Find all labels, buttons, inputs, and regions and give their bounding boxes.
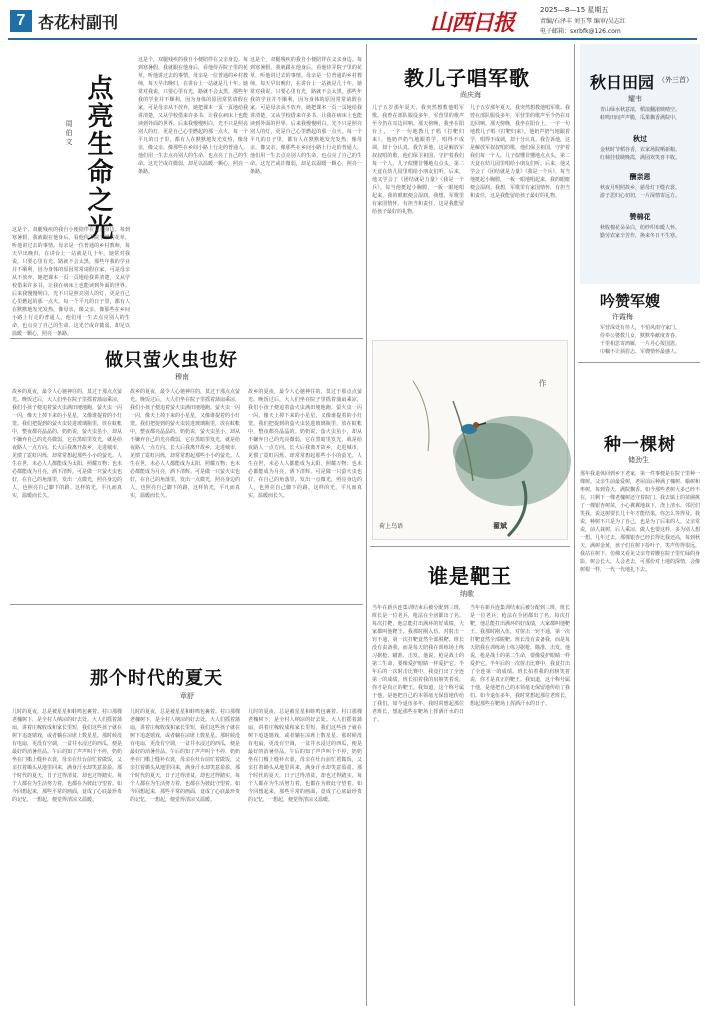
praise-author: 许霞梅 bbox=[612, 313, 633, 321]
divider bbox=[370, 546, 570, 547]
article-tree-body: 那年我退休回到乡下老家，第一件事便是在院子里种一棵树。父亲生前最爱树，老屋前后种满了槐树、榆树和枣树，每到春天，满院飘香。如今那些老树大多已经不在，只剩下一棵老槐树还守着院门。我去镇上的苗圃挑了一棵银杏树苗，小心翼翼地栽下，浇上清水。邻居们笑我，说这树要长几十年才能结果，你怎么等得及。我说，种树不只是为了自己，也是为了后来的人。父亲常说，前人栽树，后人乘凉，做人也要这样，多为别人想一想。几年过去，那棵银杏已经长得比我还高，每到秋天，满树金黄，孩子们在树下捡叶子，笑声传得很远。我站在树下，仿佛又看见父亲弯着腰在院子里忙碌的身影。树会长大，人会老去，可那份对土地的深情，会像树根一样，一代一代地扎下去。 bbox=[580, 471, 701, 573]
poem-column-title: 秋日田园 bbox=[590, 73, 655, 92]
poem-line: 秋收棉花朵朵白，纺纱织布暖人怀。 bbox=[599, 225, 680, 231]
painting-seal-label: 作 bbox=[538, 379, 547, 387]
article-summer-author: 章舒 bbox=[180, 692, 194, 700]
praise-poem bbox=[580, 324, 700, 356]
page-number: 7 bbox=[10, 10, 32, 32]
article-summer-title: 那个时代的夏天 bbox=[90, 668, 223, 689]
article-summer-body-1: 儿时的夏夜，总是被星星和蛙鸣包裹着。村口那棵老槐树下，是全村人纳凉的好去处。大人们摇着蒲扇，讲着庄稼收成和家长里短，我们这些孩子就在树下追逐嬉戏，或者躺在凉席上数星星。那时候没有电扇，更没有空调，一盆井水浸过的西瓜，便是最好的消暑佳品。午后的知了声声叫个不停，奶奶坐在门槛上缝补衣裳，母亲在灶台前忙着做饭，父亲扛着锄头从地里回来，满身汗水却笑意盈盈。那个时代的夏天，日子过得清贫，却也过得踏实。每个人都在为生活努力着，也都在为彼此守望着。如今回想起来，那些平常的画面，竟成了心底最珍贵的记忆，一想起，便觉得清凉又温暖。 bbox=[12, 709, 123, 803]
poem-line: 军营深处有佳人，不怕风雨守家门。 bbox=[599, 325, 680, 331]
article-firefly-title: 做只萤火虫也好 bbox=[105, 350, 238, 371]
painting bbox=[372, 340, 568, 540]
article-target-title: 谁是靶王 bbox=[428, 564, 512, 588]
article-light-body-3: 这是个，双腿残疾的我自小便陪伴在父亲身边。每到寒暑假，我就跟在他身后，看他侍弄院子里的花草，听他讲过去的事情。母亲是一位普通的乡村教师，每天早出晚归，在讲台上一站就是几十年。她常对我说，只要心里有光，路就不会太黑。那些年我的学业并不顺利，因为身体的原因常常请假在家。可是母亲从不放弃，她把课本一页一页地给我讲清楚，又从学校借来许多书，让我在病床上也能读到外面的世界。后来我慢慢明白，光不只是照亮别人的灯，更是自己心里燃起的那一点火。每一个平凡的日子里，都有人在默默地发光发热，像母亲，像父亲，像那些在乡间小路上行走的普通人。他们用一生去点亮别人的生命，也点亮了自己的生命。这光芒或许微弱，却足以温暖一颗心，照亮一条路。 bbox=[250, 57, 362, 175]
header-date: 2025—8—15 星期五 bbox=[540, 6, 609, 14]
poem-line: 蛙鸣田间声声脆，瓜果飘香满院中。 bbox=[599, 115, 680, 121]
painting-inscription: 荷上鸟语 bbox=[379, 523, 404, 530]
article-tree-author: 储劲生 bbox=[628, 456, 649, 464]
column-divider bbox=[366, 44, 367, 1006]
article-firefly-body-3: 故乡的夏夜，最令人心驰神往的，莫过于那点点萤光。晚饭过后，大人们坐在院子里摇着蒲扇乘凉，我们小孩子便追着萤火虫满田埂地跑。萤火虫一闪一闪，像天上掉下来的小星星，又像谁提着的小灯笼。我们把捉到的萤火虫装进玻璃瓶里，放在蚊帐中，整夜都亮晶晶的。奶奶说，萤火虫虽小，却从不嫌弃自己的光亮微弱，它在黑暗里发光，就是给夜路人一点方向。长大后我离开故乡，走进城市，见惯了霓虹闪烁，却常常想起那些小小的萤光。人生在世，未必人人都能成为太阳，照耀万物；也未必都能成为月亮，洒下清辉。可是做一只萤火虫也好，在自己的角落里，发出一点微光，照亮身边的人，也照亮自己脚下的路。这样的光，平凡而真实，温暖而长久。 bbox=[248, 389, 362, 499]
poem-line: 勤劳农家辛苦作，换来冬日不生寒。 bbox=[599, 233, 680, 239]
article-song-author: 尚庆海 bbox=[460, 91, 481, 99]
article-song-title: 教儿子唱军歌 bbox=[404, 66, 530, 90]
section-name: 杏花村副刊 bbox=[38, 13, 119, 32]
article-light-body-1: 这是个，双腿残疾的我自小便陪伴在父亲身边。每到寒暑假，我就跟在他身后，看他侍弄院子里的花草，听他讲过去的事情。母亲是一位普通的乡村教师，每天早出晚归，在讲台上一站就是几十年。她常对我说，只要心里有光，路就不会太黑。那些年我的学业并不顺利，因为身体的原因常常请假在家。可是母亲从不放弃，她把课本一页一页地给我讲清楚，又从学校借来许多书，让我在病床上也能读到外面的世界。后来我慢慢明白，光不只是照亮别人的灯，更是自己心里燃起的那一点火。每一个平凡的日子里，都有人在默默地发光发热，像母亲，像父亲，像那些在乡间小路上行走的普通人。他们用一生去点亮别人的生命，也点亮了自己的生命。这光芒或许微弱，却足以温暖一颗心，照亮一条路。 bbox=[12, 227, 130, 337]
article-light-title: 点亮生命之光 bbox=[83, 74, 113, 242]
poem-3 bbox=[584, 184, 696, 200]
poem-column-sub: （外三首） bbox=[658, 76, 693, 84]
article-summer-body-3: 儿时的夏夜，总是被星星和蛙鸣包裹着。村口那棵老槐树下，是全村人纳凉的好去处。大人们摇着蒲扇，讲着庄稼收成和家长里短，我们这些孩子就在树下追逐嬉戏，或者躺在凉席上数星星。那时候没有电扇，更没有空调，一盆井水浸过的西瓜，便是最好的消暑佳品。午后的知了声声叫个不停，奶奶坐在门槛上缝补衣裳，母亲在灶台前忙着做饭，父亲扛着锄头从地里回来，满身汗水却笑意盈盈。那个时代的夏天，日子过得清贫，却也过得踏实。每个人都在为生活努力着，也都在为彼此守望着。如今回想起来，那些平常的画面，竟成了心底最珍贵的记忆，一想起，便觉得清凉又温暖。 bbox=[248, 709, 362, 803]
poem-line: 游子思归心切切，一片深情寄远方。 bbox=[599, 193, 680, 199]
article-target-body-2: 当年在新兵连集训结束后被分配到三班，班长是一位老兵，枪法在全团都出了名。每次打靶，他总能打出满环的好成绩，大家都叫他靶王。我那时刚入伍，对射击一窍不通，第一次打靶竟然全部脱靶。班长没有责备我，而是每天陪我在训练场上练习据枪、瞄准、击发。他说，枪是战士的第二生命，要像爱护眼睛一样爱护它。半年后的一次射击比赛中，我竟打出了全连第一的成绩。班长拍着我的肩膀笑着说，你才是真正的靶王。我知道，这个称号属于他，是他把自己的本领毫无保留地传给了我们。如今退伍多年，我时常想起那位老班长，想起那些在靶场上挥洒汗水的日子。 bbox=[470, 605, 571, 707]
header-staff: 责编/石泽丰 刘玉琴 编审/吴志红 bbox=[540, 18, 626, 25]
poem-3-title: 酬亲恩 bbox=[629, 173, 651, 181]
article-summer-body-2: 儿时的夏夜，总是被星星和蛙鸣包裹着。村口那棵老槐树下，是全村人纳凉的好去处。大人们摇着蒲扇，讲着庄稼收成和家长里短，我们这些孩子就在树下追逐嬉戏，或者躺在凉席上数星星。那时候没有电扇，更没有空调，一盆井水浸过的西瓜，便是最好的消暑佳品。午后的知了声声叫个不停，奶奶坐在门槛上缝补衣裳，母亲在灶台前忙着做饭，父亲扛着锄头从地里回来，满身汗水却笑意盈盈。那个时代的夏天，日子过得清贫，却也过得踏实。每个人都在为生活努力着，也都在为彼此守望着。如今回想起来，那些平常的画面，竟成了心底最珍贵的记忆，一想起，便觉得清凉又温暖。 bbox=[130, 709, 241, 803]
article-song-body-2: 儿子五岁那年夏天，我突然想教他唱军歌。我曾在部队服役多年，军营里的歌声至今仍在耳边回响。那天傍晚，我坐在阳台上，一字一句地教儿子唱《打靶归来》。他奶声奶气地跟着学，唱得不成调，却十分认真。我告诉他，这是解放军叔叔唱的歌，他们保卫祖国，守护着我们每一个人。儿子似懂非懂地点点头，第二天竟在幼儿园里唱给小朋友们听。后来，他又学会了《团结就是力量》《我是一个兵》。每当他挺起小胸膛，一板一眼地唱起来，我的眼眶便会湿润。我想，军歌里有家国情怀，有担当和责任，这是我能留给孩子最好的礼物。 bbox=[470, 105, 571, 199]
poem-line: 千里相思寄鸿雁，一片丹心报国恩。 bbox=[599, 341, 680, 347]
article-firefly-body-1: 故乡的夏夜，最令人心驰神往的，莫过于那点点萤光。晚饭过后，大人们坐在院子里摇着蒲扇乘凉，我们小孩子便追着萤火虫满田埂地跑。萤火虫一闪一闪，像天上掉下来的小星星，又像谁提着的小灯笼。我们把捉到的萤火虫装进玻璃瓶里，放在蚊帐中，整夜都亮晶晶的。奶奶说，萤火虫虽小，却从不嫌弃自己的光亮微弱，它在黑暗里发光，就是给夜路人一点方向。长大后我离开故乡，走进城市，见惯了霓虹闪烁，却常常想起那些小小的萤光。人生在世，未必人人都能成为太阳，照耀万物；也未必都能成为月亮，洒下清辉。可是做一只萤火虫也好，在自己的角落里，发出一点微光，照亮身边的人，也照亮自己脚下的路。这样的光，平凡而真实，温暖而长久。 bbox=[12, 389, 123, 499]
poem-box bbox=[580, 44, 700, 284]
newspaper-logo: 山西日报 bbox=[430, 10, 515, 36]
divider bbox=[10, 604, 363, 605]
painting-painter: 翟斌 bbox=[493, 521, 507, 530]
poem-line: 巾帼不让须眉志，军嫂情怀最感人。 bbox=[599, 349, 680, 355]
poem-line: 秋夜月明照故乡，慈母灯下缝衣裳。 bbox=[599, 185, 680, 191]
divider bbox=[578, 362, 700, 363]
poem-line: 红柿挂枝映晚霞，满园欢笑喜丰收。 bbox=[599, 155, 680, 161]
poem-column-author: 耀韦 bbox=[628, 95, 642, 103]
header-rule bbox=[8, 38, 697, 40]
painting-image bbox=[373, 341, 569, 541]
poem-line: 侍奉公婆教儿女，默默奉献度青春。 bbox=[599, 333, 680, 339]
poem-line: 金秋时节稻谷香，农家场院晒新粮。 bbox=[599, 147, 680, 153]
poem-2-title: 秋过 bbox=[633, 135, 647, 143]
article-target-body-1: 当年在新兵连集训结束后被分配到三班，班长是一位老兵，枪法在全团都出了名。每次打靶，他总能打出满环的好成绩，大家都叫他靶王。我那时刚入伍，对射击一窍不通，第一次打靶竟然全部脱靶。班长没有责备我，而是每天陪我在训练场上练习据枪、瞄准、击发。他说，枪是战士的第二生命，要像爱护眼睛一样爱护它。半年后的一次射击比赛中，我竟打出了全连第一的成绩。班长拍着我的肩膀笑着说，你才是真正的靶王。我知道，这个称号属于他，是他把自己的本领毫无保留地传给了我们。如今退伍多年，我时常想起那位老班长，想起那些在靶场上挥洒汗水的日子。 bbox=[372, 605, 464, 723]
article-light-body-2: 这是个，双腿残疾的我自小便陪伴在父亲身边。每到寒暑假，我就跟在他身后，看他侍弄院子里的花草，听他讲过去的事情。母亲是一位普通的乡村教师，每天早出晚归，在讲台上一站就是几十年。她常对我说，只要心里有光，路就不会太黑。那些年我的学业并不顺利，因为身体的原因常常请假在家。可是母亲从不放弃，她把课本一页一页地给我讲清楚，又从学校借来许多书，让我在病床上也能读到外面的世界。后来我慢慢明白，光不只是照亮别人的灯，更是自己心里燃起的那一点火。每一个平凡的日子里，都有人在默默地发光发热，像母亲，像父亲，像那些在乡间小路上行走的普通人。他们用一生去点亮别人的生命，也点亮了自己的生命。这光芒或许微弱，却足以温暖一颗心，照亮一条路。 bbox=[138, 57, 249, 175]
divider bbox=[10, 338, 363, 339]
article-song-body-1: 儿子五岁那年夏天，我突然想教他唱军歌。我曾在部队服役多年，军营里的歌声至今仍在耳边回响。那天傍晚，我坐在阳台上，一字一句地教儿子唱《打靶归来》。他奶声奶气地跟着学，唱得不成调，却十分认真。我告诉他，这是解放军叔叔唱的歌，他们保卫祖国，守护着我们每一个人。儿子似懂非懂地点点头，第二天竟在幼儿园里唱给小朋友们听。后来，他又学会了《团结就是力量》《我是一个兵》。每当他挺起小胸膛，一板一眼地唱起来，我的眼眶便会湿润。我想，军歌里有家国情怀，有担当和责任，这是我能留给孩子最好的礼物。 bbox=[372, 105, 464, 215]
column-divider bbox=[574, 44, 575, 1006]
poem-4-title: 赞棉花 bbox=[629, 213, 651, 221]
article-target-author: 纳歌 bbox=[460, 590, 474, 598]
article-tree-title: 种一棵树 bbox=[604, 435, 676, 455]
poem-1 bbox=[584, 106, 696, 122]
poem-4 bbox=[584, 224, 696, 240]
header-email: 电子邮箱：sxrbfk@126.com bbox=[540, 28, 621, 35]
article-firefly-body-2: 故乡的夏夜，最令人心驰神往的，莫过于那点点萤光。晚饭过后，大人们坐在院子里摇着蒲扇乘凉，我们小孩子便追着萤火虫满田埂地跑。萤火虫一闪一闪，像天上掉下来的小星星，又像谁提着的小灯笼。我们把捉到的萤火虫装进玻璃瓶里，放在蚊帐中，整夜都亮晶晶的。奶奶说，萤火虫虽小，却从不嫌弃自己的光亮微弱，它在黑暗里发光，就是给夜路人一点方向。长大后我离开故乡，走进城市，见惯了霓虹闪烁，却常常想起那些小小的萤光。人生在世，未必人人都能成为太阳，照耀万物；也未必都能成为月亮，洒下清辉。可是做一只萤火虫也好，在自己的角落里，发出一点微光，照亮身边的人，也照亮自己脚下的路。这样的光，平凡而真实，温暖而长久。 bbox=[130, 389, 241, 499]
poem-line: 青山绿水秋意浓，稻浪翻滚映晴空。 bbox=[599, 107, 680, 113]
article-firefly-author: 穆南 bbox=[175, 373, 189, 381]
praise-title: 吟赞军嫂 bbox=[600, 292, 661, 310]
poem-2 bbox=[584, 146, 696, 162]
article-light-author: 周伯文 bbox=[65, 120, 73, 147]
